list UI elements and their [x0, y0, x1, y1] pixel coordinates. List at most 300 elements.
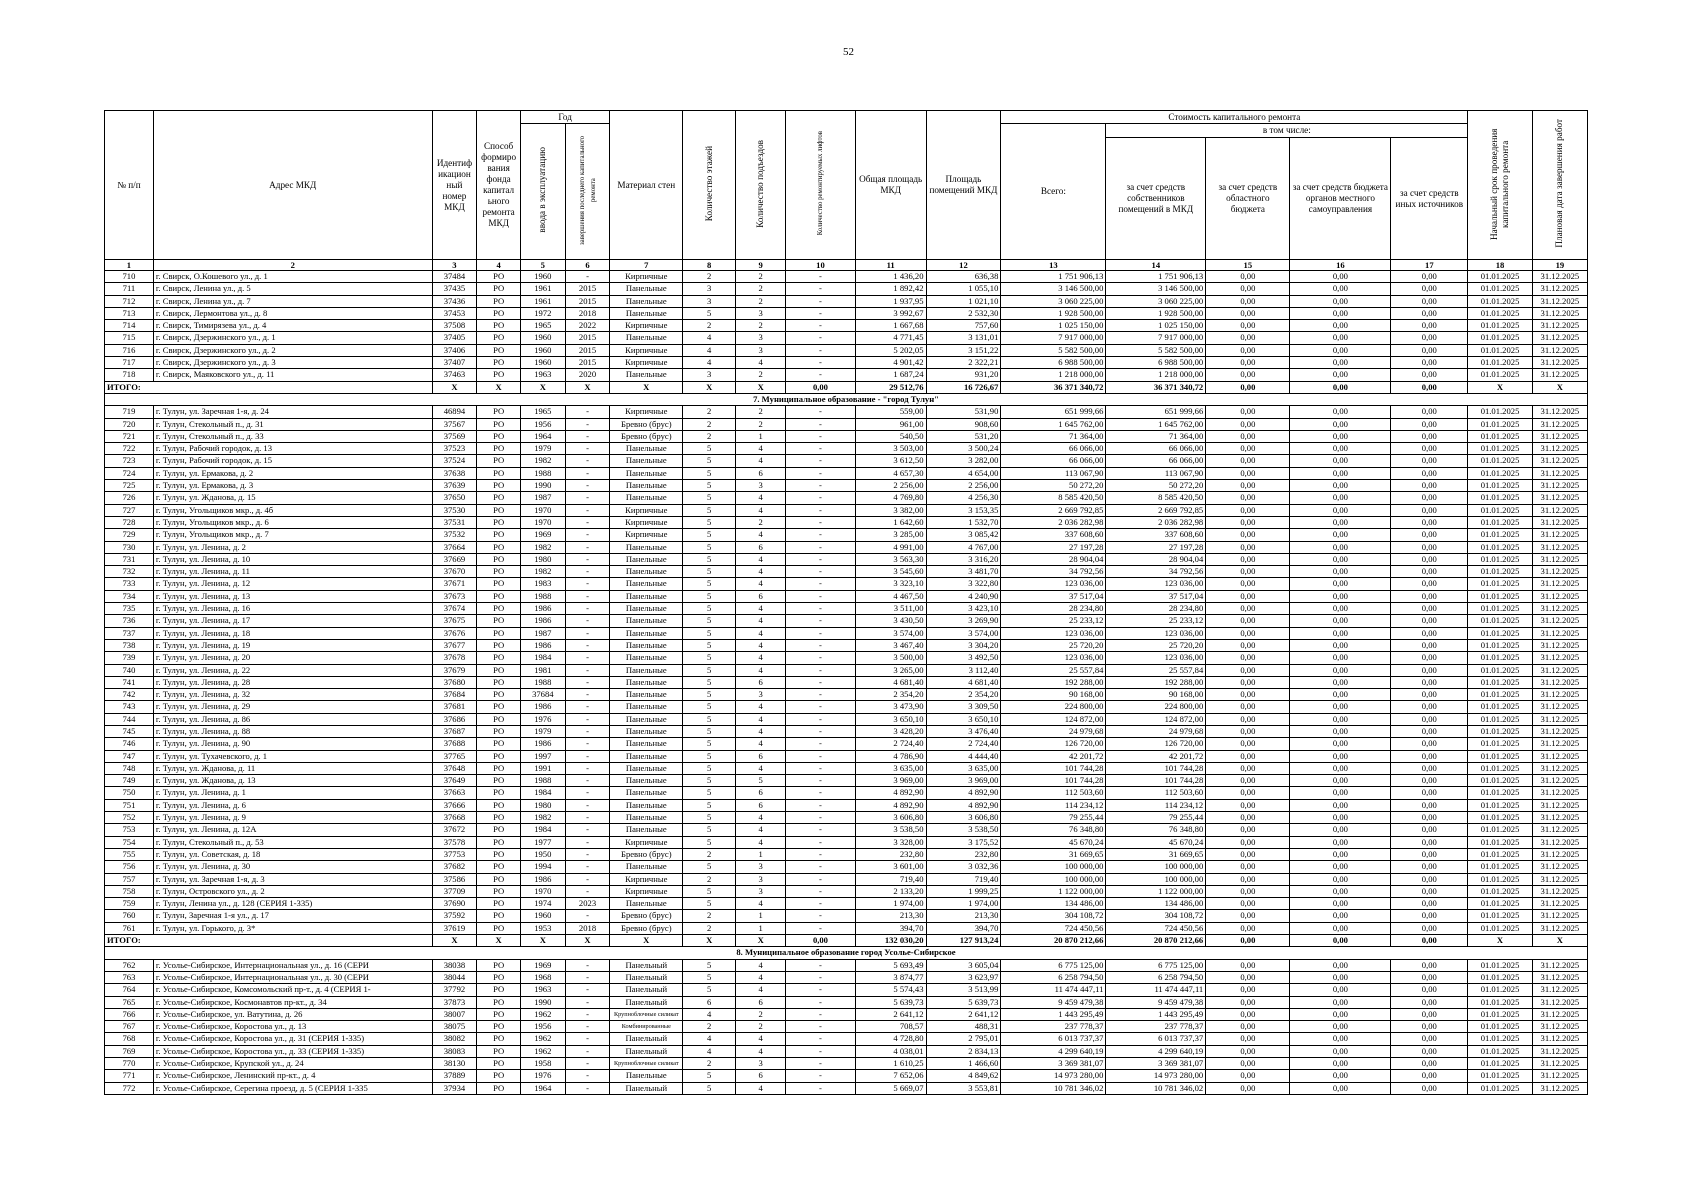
table-cell: Кирпичные: [610, 516, 683, 528]
table-cell: -: [786, 787, 856, 799]
table-cell: 0,00: [1391, 443, 1468, 455]
table-cell: 3 574,00: [926, 627, 1001, 639]
address-cell: г. Тулун, ул. Ленина, д. 11: [153, 566, 432, 578]
table-cell: 3 563,30: [855, 553, 926, 565]
table-cell: 0,00: [1290, 566, 1391, 578]
table-cell: 5: [683, 566, 736, 578]
table-cell: 754: [105, 836, 154, 848]
table-cell: 31.12.2025: [1532, 824, 1587, 836]
table-cell: 0,00: [1391, 676, 1468, 688]
table-cell: 4: [736, 1082, 786, 1094]
table-cell: 767: [105, 1021, 154, 1033]
table-cell: РО: [477, 689, 521, 701]
table-cell: -: [786, 307, 856, 319]
table-cell: Панельные: [610, 467, 683, 479]
table-cell: РО: [477, 430, 521, 442]
table-cell: 3 323,10: [855, 578, 926, 590]
table-cell: Панельные: [610, 492, 683, 504]
table-cell: 2023: [565, 898, 610, 910]
table-cell: 37569: [432, 430, 477, 442]
table-cell: 37676: [432, 627, 477, 639]
table-cell: Панельные: [610, 762, 683, 774]
table-cell: 717: [105, 357, 154, 369]
table-cell: 0,00: [1290, 406, 1391, 418]
table-cell: -: [565, 566, 610, 578]
table-cell: 1 443 295,49: [1106, 1008, 1206, 1020]
table-row: [105, 996, 1588, 1008]
table-cell: 01.01.2025: [1468, 332, 1532, 344]
table-cell: 0,00: [1290, 344, 1391, 356]
table-cell: 0,00: [1206, 885, 1290, 897]
table-cell: Панельные: [610, 615, 683, 627]
table-cell: 2 256,00: [926, 480, 1001, 492]
table-cell: 5 693,49: [855, 959, 926, 971]
table-cell: -: [786, 652, 856, 664]
address-cell: г. Свирск, Дзержинского ул., д. 2: [153, 344, 432, 356]
table-cell: 1 974,00: [855, 898, 926, 910]
table-cell: 762: [105, 959, 154, 971]
table-cell: 1962: [520, 1045, 565, 1057]
table-cell: -: [565, 541, 610, 553]
table-cell: 31.12.2025: [1532, 627, 1587, 639]
table-cell: 1986: [520, 738, 565, 750]
table-cell: 31.12.2025: [1532, 885, 1587, 897]
table-cell: 0,00: [1206, 418, 1290, 430]
table-cell: Кирпичные: [610, 320, 683, 332]
table-cell: 31.12.2025: [1532, 1070, 1587, 1082]
table-cell: -: [786, 639, 856, 651]
table-cell: 213,30: [926, 910, 1001, 922]
table-cell: 0,00: [1290, 762, 1391, 774]
table-cell: 4: [736, 578, 786, 590]
table-cell: 2: [736, 369, 786, 381]
header-floors: Количество этажей: [683, 111, 736, 260]
table-cell: 31.12.2025: [1532, 664, 1587, 676]
table-cell: 01.01.2025: [1468, 885, 1532, 897]
table-cell: 1960: [520, 271, 565, 283]
table-cell: 01.01.2025: [1468, 307, 1532, 319]
table-cell: 6: [736, 996, 786, 1008]
table-cell: 1984: [520, 787, 565, 799]
table-cell: 34 792,56: [1001, 566, 1106, 578]
table-cell: 192 288,00: [1106, 676, 1206, 688]
table-cell: 4 681,40: [855, 676, 926, 688]
table-cell: -: [786, 430, 856, 442]
address-cell: г. Тулун, ул. Ленина, д. 2: [153, 541, 432, 553]
table-cell: 0,00: [1290, 283, 1391, 295]
table-cell: 2 133,20: [855, 885, 926, 897]
table-cell: 3 606,80: [926, 812, 1001, 824]
table-cell: 2 532,30: [926, 307, 1001, 319]
table-cell: 1988: [520, 775, 565, 787]
table-cell: 01.01.2025: [1468, 873, 1532, 885]
table-cell: 3 650,10: [926, 713, 1001, 725]
table-cell: -: [786, 455, 856, 467]
table-cell: 719: [105, 406, 154, 418]
table-cell: 0,00: [1290, 504, 1391, 516]
total-cell: Х: [1532, 381, 1587, 393]
table-cell: 123 036,00: [1001, 652, 1106, 664]
table-cell: 237 778,37: [1001, 1021, 1106, 1033]
table-cell: 0,00: [1391, 541, 1468, 553]
table-cell: 24 979,68: [1001, 725, 1106, 737]
table-cell: 4 892,90: [926, 799, 1001, 811]
table-row: [105, 529, 1588, 541]
header-end-date: Плановая дата завершения работ: [1532, 111, 1587, 260]
table-cell: 37677: [432, 639, 477, 651]
table-cell: Панельные: [610, 480, 683, 492]
table-cell: 01.01.2025: [1468, 910, 1532, 922]
table-cell: 0,00: [1391, 307, 1468, 319]
table-cell: 37668: [432, 812, 477, 824]
table-cell: 0,00: [1391, 885, 1468, 897]
table-cell: 0,00: [1290, 295, 1391, 307]
table-cell: 1 025 150,00: [1106, 320, 1206, 332]
table-cell: -: [786, 1008, 856, 1020]
table-cell: 0,00: [1391, 959, 1468, 971]
table-cell: 1986: [520, 603, 565, 615]
table-cell: 1986: [520, 639, 565, 651]
table-cell: 1970: [520, 504, 565, 516]
table-cell: 0,00: [1391, 566, 1468, 578]
table-cell: -: [786, 750, 856, 762]
table-cell: 2 834,13: [926, 1045, 1001, 1057]
table-cell: 66 066,00: [1106, 443, 1206, 455]
table-cell: 31.12.2025: [1532, 725, 1587, 737]
column-number: 5: [520, 260, 565, 271]
table-row: [105, 787, 1588, 799]
table-cell: 722: [105, 443, 154, 455]
table-cell: Бревно (брус): [610, 922, 683, 934]
header-entrances: Количество подъездов: [736, 111, 786, 260]
table-cell: РО: [477, 467, 521, 479]
table-cell: 4 299 640,19: [1106, 1045, 1206, 1057]
table-cell: 744: [105, 713, 154, 725]
table-cell: 5: [683, 467, 736, 479]
table-cell: 123 036,00: [1106, 627, 1206, 639]
table-cell: 4: [683, 357, 736, 369]
table-cell: 4 657,30: [855, 467, 926, 479]
total-cell: Х: [683, 935, 736, 947]
table-cell: Кирпичные: [610, 529, 683, 541]
table-cell: 394,70: [855, 922, 926, 934]
table-cell: РО: [477, 271, 521, 283]
table-cell: 636,38: [926, 271, 1001, 283]
table-cell: 1 642,60: [855, 516, 926, 528]
table-cell: 763: [105, 971, 154, 983]
table-cell: 0,00: [1391, 578, 1468, 590]
column-number: 3: [432, 260, 477, 271]
table-cell: 0,00: [1391, 762, 1468, 774]
table-cell: 2: [683, 922, 736, 934]
table-cell: -: [565, 750, 610, 762]
table-cell: 2: [683, 1058, 736, 1070]
table-cell: 31.12.2025: [1532, 959, 1587, 971]
table-cell: РО: [477, 836, 521, 848]
table-row: [105, 1070, 1588, 1082]
table-cell: 01.01.2025: [1468, 738, 1532, 750]
table-cell: 7 652,06: [855, 1070, 926, 1082]
table-cell: 237 778,37: [1106, 1021, 1206, 1033]
table-cell: 3 153,35: [926, 504, 1001, 516]
table-cell: 0,00: [1290, 578, 1391, 590]
table-row: [105, 861, 1588, 873]
table-cell: -: [786, 910, 856, 922]
table-cell: 224 800,00: [1106, 701, 1206, 713]
table-cell: 31.12.2025: [1532, 1033, 1587, 1045]
table-cell: -: [786, 332, 856, 344]
table-cell: 5: [683, 799, 736, 811]
table-cell: 4: [736, 639, 786, 651]
table-cell: РО: [477, 848, 521, 860]
table-cell: 1956: [520, 418, 565, 430]
header-premises-area: Площадь помещений МКД: [926, 111, 1001, 260]
table-cell: 42 201,72: [1001, 750, 1106, 762]
table-cell: РО: [477, 1021, 521, 1033]
address-cell: г. Тулун, Стекольный п., д. 53: [153, 836, 432, 848]
address-cell: г. Тулун, ул. Ленина, д. 20: [153, 652, 432, 664]
table-cell: 0,00: [1290, 455, 1391, 467]
table-cell: 4 444,40: [926, 750, 1001, 762]
table-cell: РО: [477, 455, 521, 467]
table-cell: 5 639,73: [855, 996, 926, 1008]
table-cell: 01.01.2025: [1468, 553, 1532, 565]
table-cell: 71 364,00: [1001, 430, 1106, 442]
table-cell: РО: [477, 738, 521, 750]
table-cell: 4: [683, 1045, 736, 1057]
table-cell: 01.01.2025: [1468, 541, 1532, 553]
table-cell: 3 430,50: [855, 615, 926, 627]
address-cell: г. Тулун, ул. Ленина, д. 88: [153, 725, 432, 737]
table-cell: РО: [477, 639, 521, 651]
table-cell: 01.01.2025: [1468, 676, 1532, 688]
table-cell: 3 513,99: [926, 984, 1001, 996]
table-cell: 0,00: [1206, 664, 1290, 676]
table-cell: 01.01.2025: [1468, 971, 1532, 983]
table-row: [105, 1082, 1588, 1094]
table-cell: 559,00: [855, 406, 926, 418]
address-cell: г. Тулун, Угольщиков мкр., д. 4б: [153, 504, 432, 516]
table-cell: -: [786, 529, 856, 541]
table-cell: 27 197,28: [1001, 541, 1106, 553]
table-cell: 31.12.2025: [1532, 738, 1587, 750]
table-cell: 01.01.2025: [1468, 848, 1532, 860]
address-cell: г. Тулун, ул. Ермакова, д. 3: [153, 480, 432, 492]
table-cell: 5: [683, 898, 736, 910]
table-cell: 749: [105, 775, 154, 787]
table-cell: 4 299 640,19: [1001, 1045, 1106, 1057]
table-cell: 1979: [520, 725, 565, 737]
table-cell: 11 474 447,11: [1106, 984, 1206, 996]
table-cell: 25 720,20: [1001, 639, 1106, 651]
table-cell: 37671: [432, 578, 477, 590]
table-cell: 3 500,24: [926, 443, 1001, 455]
table-cell: 5: [683, 836, 736, 848]
table-cell: Кирпичные: [610, 344, 683, 356]
table-cell: РО: [477, 799, 521, 811]
table-cell: 0,00: [1206, 922, 1290, 934]
table-cell: 759: [105, 898, 154, 910]
column-number: 8: [683, 260, 736, 271]
table-cell: 737: [105, 627, 154, 639]
table-cell: 232,80: [926, 848, 1001, 860]
table-cell: 01.01.2025: [1468, 701, 1532, 713]
table-cell: -: [565, 984, 610, 996]
table-cell: Кирпичные: [610, 357, 683, 369]
table-cell: 0,00: [1206, 848, 1290, 860]
table-cell: 0,00: [1391, 504, 1468, 516]
table-cell: 126 720,00: [1001, 738, 1106, 750]
table-cell: РО: [477, 369, 521, 381]
table-cell: -: [786, 836, 856, 848]
table-cell: 730: [105, 541, 154, 553]
table-cell: 01.01.2025: [1468, 455, 1532, 467]
table-cell: -: [565, 713, 610, 725]
table-row: [105, 898, 1588, 910]
table-cell: 4: [736, 652, 786, 664]
table-cell: 31.12.2025: [1532, 295, 1587, 307]
address-cell: г. Усолье-Сибирское, Комсомольский пр-т., д. 4 (СЕРИЯ 1-: [153, 984, 432, 996]
table-cell: 66 066,00: [1001, 455, 1106, 467]
table-cell: 5: [683, 738, 736, 750]
table-cell: -: [786, 701, 856, 713]
table-cell: Бревно (брус): [610, 418, 683, 430]
table-cell: 1964: [520, 1082, 565, 1094]
table-cell: 01.01.2025: [1468, 959, 1532, 971]
table-cell: 0,00: [1391, 713, 1468, 725]
total-row: [105, 381, 1588, 393]
table-cell: 01.01.2025: [1468, 357, 1532, 369]
address-cell: г. Тулун, ул. Ленина, д. 22: [153, 664, 432, 676]
table-cell: 540,50: [855, 430, 926, 442]
address-cell: г. Тулун, ул. Заречная 1-я, д. 24: [153, 406, 432, 418]
table-cell: -: [565, 578, 610, 590]
table-row: [105, 750, 1588, 762]
total-cell: 132 030,20: [855, 935, 926, 947]
table-cell: 4: [736, 762, 786, 774]
table-cell: 2 641,12: [855, 1008, 926, 1020]
column-number: 1: [105, 260, 154, 271]
table-cell: 1963: [520, 369, 565, 381]
table-cell: 1 667,68: [855, 320, 926, 332]
table-cell: РО: [477, 996, 521, 1008]
table-cell: РО: [477, 885, 521, 897]
table-cell: 3 282,00: [926, 455, 1001, 467]
table-row: [105, 639, 1588, 651]
table-cell: 0,00: [1391, 590, 1468, 602]
table-row: [105, 443, 1588, 455]
total-cell: Х: [565, 935, 610, 947]
header-cost-group: Стоимость капитального ремонта: [1001, 111, 1468, 124]
table-cell: 3: [736, 480, 786, 492]
table-cell: 0,00: [1290, 738, 1391, 750]
table-cell: -: [786, 590, 856, 602]
table-cell: -: [565, 615, 610, 627]
table-cell: 2: [736, 406, 786, 418]
table-cell: 01.01.2025: [1468, 504, 1532, 516]
table-cell: 0,00: [1290, 430, 1391, 442]
table-cell: 01.01.2025: [1468, 689, 1532, 701]
table-cell: 761: [105, 922, 154, 934]
table-cell: 6: [736, 799, 786, 811]
table-cell: 1950: [520, 848, 565, 860]
table-cell: 5: [683, 676, 736, 688]
table-row: [105, 603, 1588, 615]
table-cell: 5: [683, 664, 736, 676]
table-cell: 394,70: [926, 922, 1001, 934]
table-cell: -: [786, 1021, 856, 1033]
table-cell: 3 369 381,07: [1106, 1058, 1206, 1070]
table-cell: 01.01.2025: [1468, 344, 1532, 356]
table-cell: 0,00: [1391, 430, 1468, 442]
table-cell: 01.01.2025: [1468, 295, 1532, 307]
table-cell: 38130: [432, 1058, 477, 1070]
table-cell: 746: [105, 738, 154, 750]
table-cell: 0,00: [1206, 516, 1290, 528]
table-cell: 304 108,72: [1106, 910, 1206, 922]
table-cell: 0,00: [1391, 529, 1468, 541]
table-cell: 755: [105, 848, 154, 860]
table-cell: 3 473,90: [855, 701, 926, 713]
table-cell: 0,00: [1391, 406, 1468, 418]
table-cell: 50 272,20: [1106, 480, 1206, 492]
table-cell: 0,00: [1290, 885, 1391, 897]
table-cell: 0,00: [1206, 553, 1290, 565]
address-cell: г. Тулун, ул. Горького, д. 3*: [153, 922, 432, 934]
table-cell: 0,00: [1290, 725, 1391, 737]
table-cell: Панельные: [610, 713, 683, 725]
table-cell: 31.12.2025: [1532, 689, 1587, 701]
table-cell: 719,40: [926, 873, 1001, 885]
total-cell: Х: [683, 381, 736, 393]
table-cell: 192 288,00: [1001, 676, 1106, 688]
table-cell: 37 517,04: [1106, 590, 1206, 602]
table-cell: 3 032,36: [926, 861, 1001, 873]
table-cell: 01.01.2025: [1468, 369, 1532, 381]
table-cell: 0,00: [1290, 307, 1391, 319]
table-cell: 724: [105, 467, 154, 479]
table-cell: 0,00: [1391, 898, 1468, 910]
table-cell: 0,00: [1290, 443, 1391, 455]
table-cell: 0,00: [1206, 406, 1290, 418]
table-cell: 4: [736, 1033, 786, 1045]
table-cell: 3 538,50: [855, 824, 926, 836]
table-cell: -: [786, 824, 856, 836]
total-cell: Х: [610, 381, 683, 393]
table-cell: -: [565, 271, 610, 283]
table-cell: РО: [477, 615, 521, 627]
table-cell: 6: [736, 1070, 786, 1082]
table-cell: 5: [683, 627, 736, 639]
table-cell: 0,00: [1391, 971, 1468, 983]
table-cell: 4 769,80: [855, 492, 926, 504]
table-cell: 1960: [520, 332, 565, 344]
table-cell: 126 720,00: [1106, 738, 1206, 750]
table-cell: 908,60: [926, 418, 1001, 430]
table-cell: -: [786, 812, 856, 824]
table-cell: 4: [736, 1045, 786, 1057]
table-cell: 1968: [520, 971, 565, 983]
table-cell: 31.12.2025: [1532, 480, 1587, 492]
total-cell: Х: [565, 381, 610, 393]
table-cell: 37508: [432, 320, 477, 332]
table-cell: 1988: [520, 676, 565, 688]
table-cell: 101 744,28: [1106, 775, 1206, 787]
table-cell: 1982: [520, 812, 565, 824]
table-row: [105, 590, 1588, 602]
column-number: 10: [786, 260, 856, 271]
table-cell: Панельные: [610, 578, 683, 590]
